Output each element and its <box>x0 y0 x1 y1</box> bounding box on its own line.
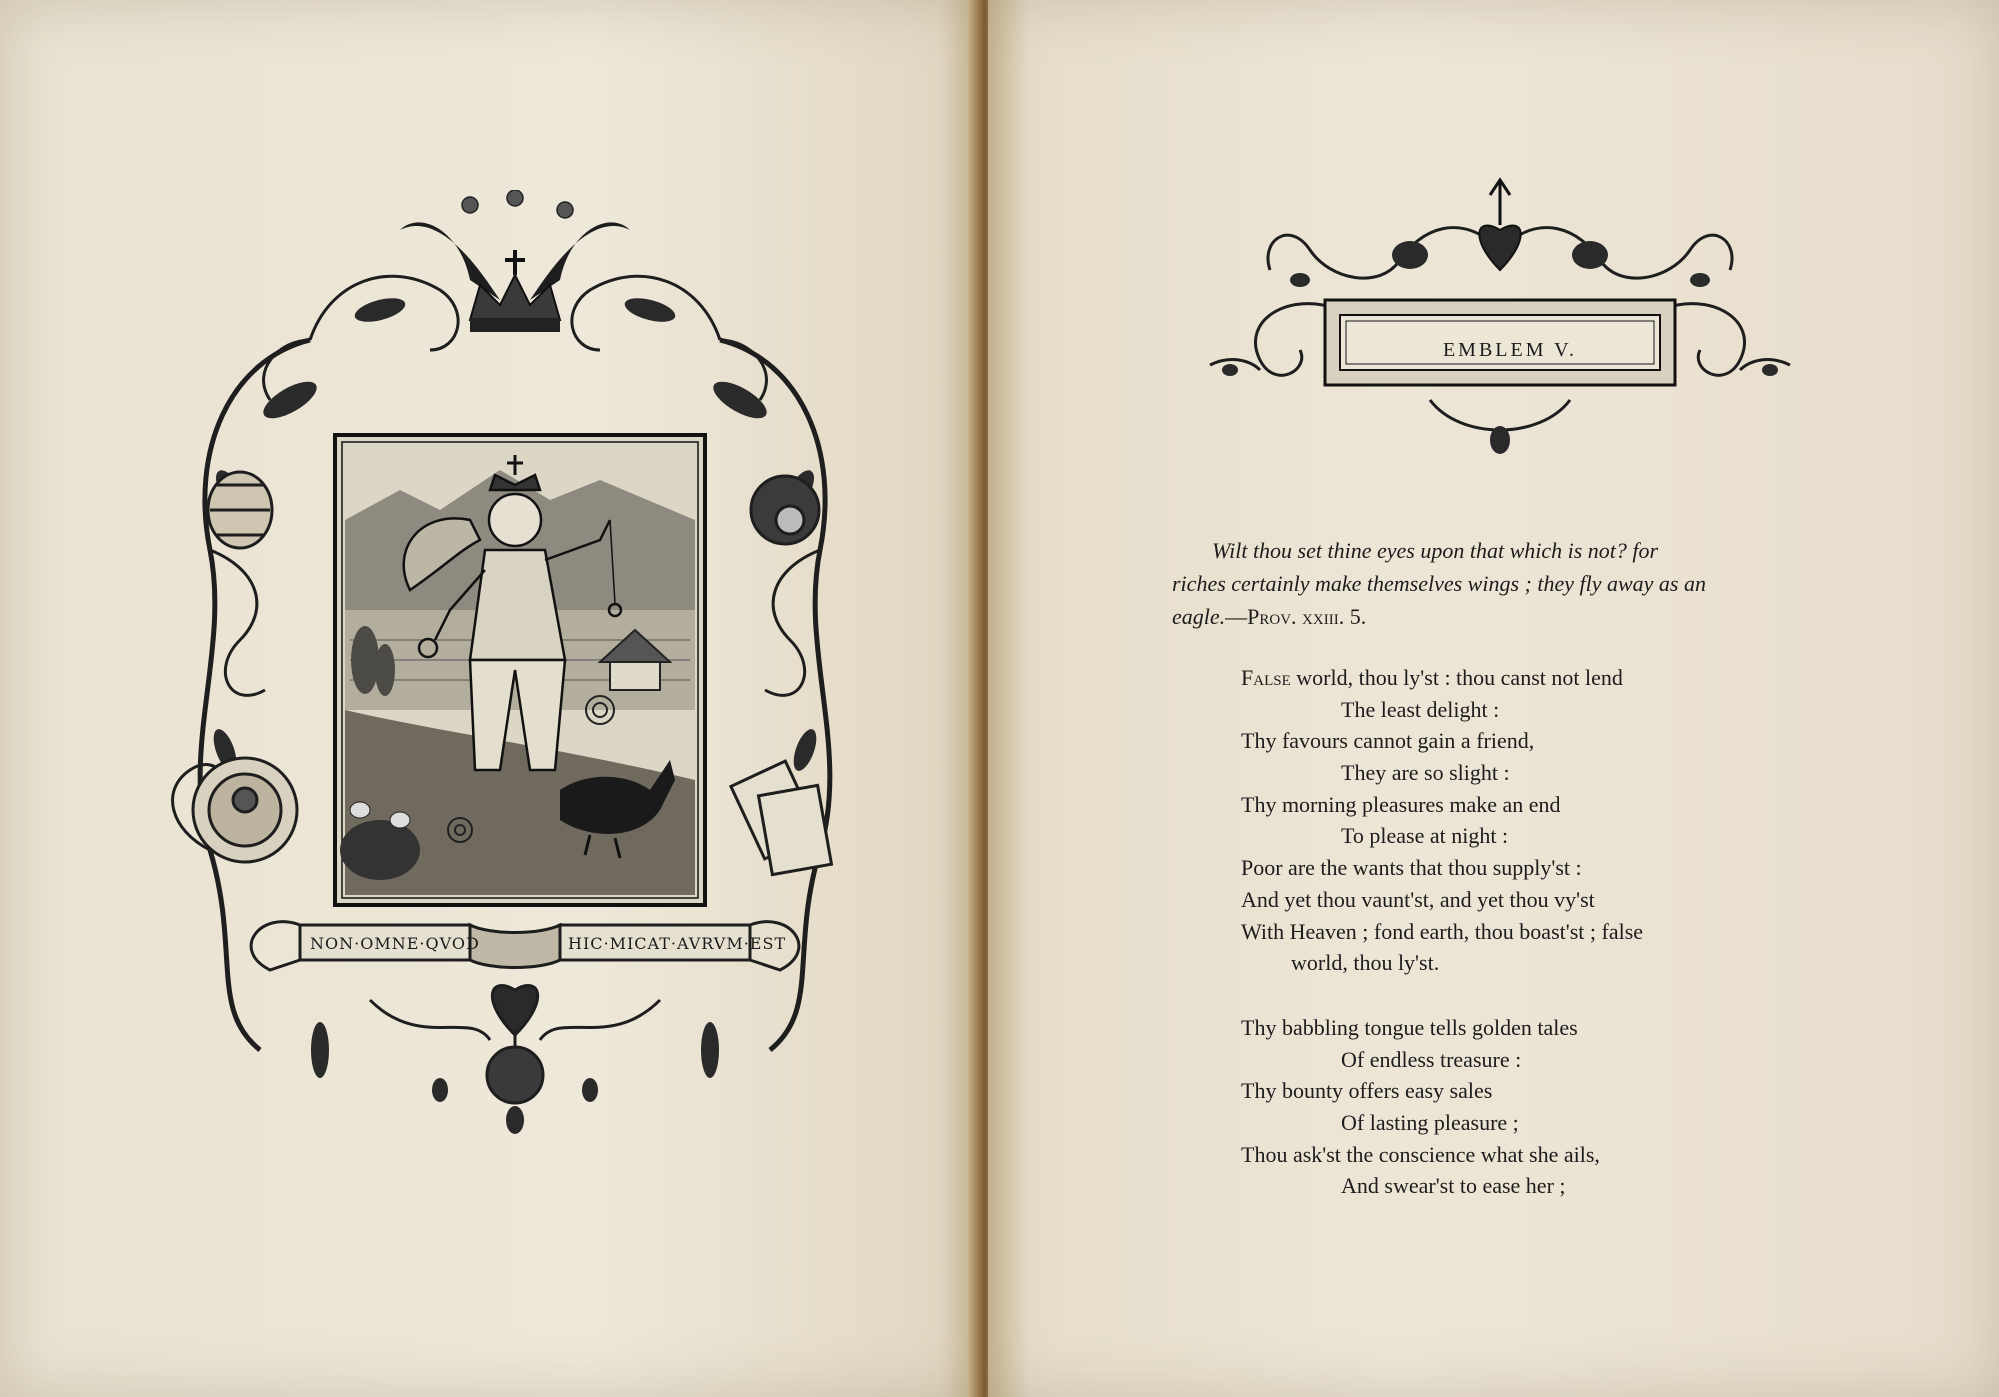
poem-line: To please at night : <box>1341 823 1509 849</box>
poem-line: Thy bounty offers easy sales <box>1241 1078 1493 1104</box>
poem-line: Of endless treasure : <box>1341 1046 1522 1072</box>
poem-line: world, thou ly'st. <box>1291 950 1440 976</box>
scripture-reference: —Prov. xxiii. 5. <box>1225 604 1367 629</box>
poem-line: With Heaven ; fond earth, thou boast'st ; false <box>1241 918 1644 944</box>
epigraph-text: riches certainly make themselves wings ; they fly away as an <box>1172 571 1706 596</box>
emblem-engraving <box>170 190 860 1150</box>
poem <box>1241 662 1801 1202</box>
money-bag-icon <box>751 476 819 544</box>
epigraph-line <box>1172 567 1820 600</box>
poem-line: And yet thou vaunt'st, and yet thou vy'st <box>1241 886 1595 912</box>
poem-line: The least delight : <box>1341 696 1500 722</box>
epigraph-line <box>1172 534 1820 567</box>
crown-icon <box>400 222 630 332</box>
playing-cards-icon <box>731 761 832 875</box>
epigraph-text: Wilt thou set thine eyes upon that which is not? for <box>1212 538 1659 563</box>
poem-line: Thy favours cannot gain a friend, <box>1241 728 1535 754</box>
poem-line: Thy morning pleasures make an end <box>1241 791 1561 817</box>
heart-icon <box>1479 226 1520 270</box>
motto-right: HIC·MICAT·AVRVM·EST <box>568 934 787 953</box>
stanza-break <box>1241 979 1801 1012</box>
poem-line-text: world, thou ly'st : thou canst not lend <box>1290 665 1623 690</box>
poem-line: Poor are the wants that thou supply'st : <box>1241 855 1582 881</box>
poem-first-word: False <box>1241 665 1291 690</box>
barrel-icon <box>208 472 272 548</box>
poem-line <box>1241 662 1801 694</box>
motto-left: NON·OMNE·QVOD <box>310 934 480 953</box>
poem-line: Thy babbling tongue tells golden tales <box>1241 1014 1578 1040</box>
epigraph-text: eagle. <box>1172 604 1226 629</box>
orb-icon <box>487 1047 543 1103</box>
poem-line: Of lasting pleasure ; <box>1341 1109 1519 1135</box>
coin-icon <box>193 758 297 862</box>
emblem-headpiece-ornament <box>1200 170 1800 480</box>
poem-line: Thou ask'st the conscience what she ails, <box>1241 1141 1600 1167</box>
poem-line: And swear'st to ease her ; <box>1341 1173 1566 1199</box>
epigraph-line <box>1172 600 1820 633</box>
heart-icon <box>492 986 537 1035</box>
poem-line: They are so slight : <box>1341 760 1510 786</box>
left-page <box>0 0 980 1397</box>
emblem-title: EMBLEM V. <box>1442 339 1578 361</box>
epigraph <box>1172 534 1820 633</box>
